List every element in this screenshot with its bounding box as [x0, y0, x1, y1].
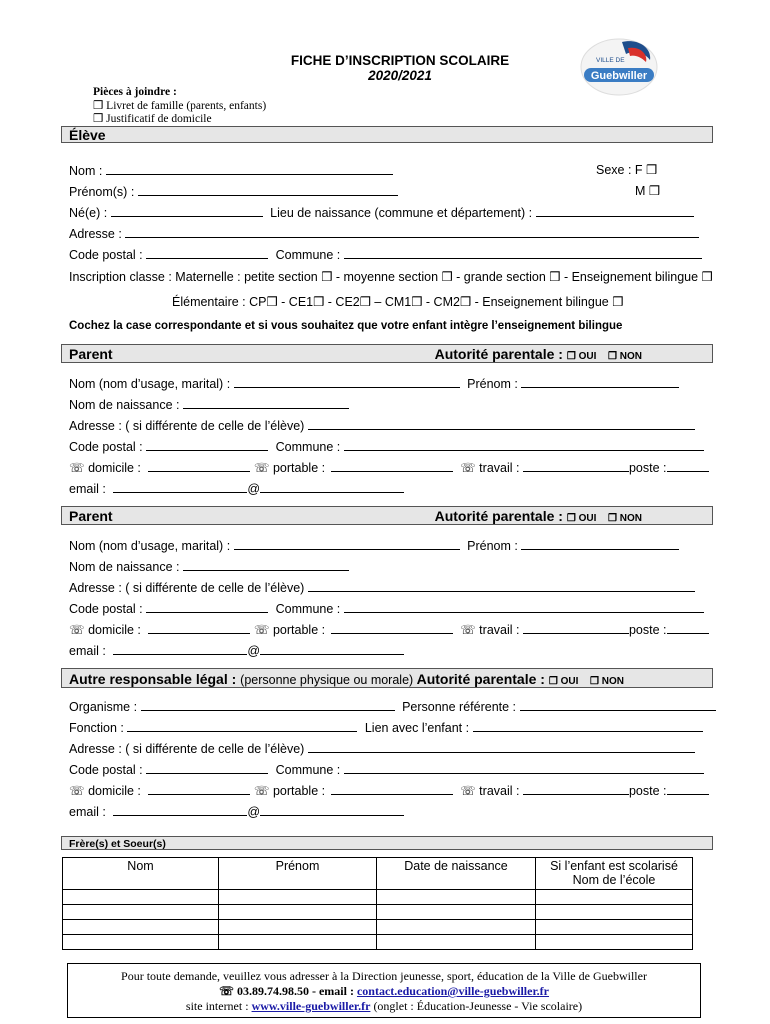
- parent2-cp-row: [69, 600, 704, 617]
- prenom-field[interactable]: [138, 183, 398, 196]
- poste-label: poste :: [628, 461, 667, 475]
- domicile-label: ☏ domicile :: [69, 461, 141, 475]
- organisme-label: Organisme :: [69, 700, 138, 714]
- footer-phone: ☏ 03.89.74.98.50 -: [218, 984, 316, 998]
- poste-label: poste :: [628, 784, 667, 798]
- email-user-field[interactable]: [113, 642, 247, 655]
- col-ecole-line2: Nom de l’école: [572, 873, 656, 887]
- footer-email-label: email :: [318, 984, 354, 998]
- table-cell[interactable]: [219, 890, 377, 905]
- portable-label: ☏ portable :: [253, 784, 326, 798]
- footer-line1: Pour toute demande, veuillez vous adresser à la Direction jeunesse, sport, éducation de la Ville de Guebwiller: [121, 969, 647, 983]
- adresse-label: Adresse : ( si différente de celle de l’élève): [69, 419, 305, 433]
- travail-label: ☏ travail :: [460, 784, 520, 798]
- eleve-adresse-row: [69, 225, 699, 242]
- parent1-section-header: [61, 344, 713, 363]
- commune-field[interactable]: [344, 438, 704, 451]
- cp-field[interactable]: [146, 438, 268, 451]
- cp-label: Code postal :: [69, 440, 143, 454]
- cp-field[interactable]: [146, 246, 268, 259]
- table-row[interactable]: [63, 935, 693, 950]
- cp-label: Code postal :: [69, 248, 143, 262]
- parent1-autorite: [435, 345, 642, 366]
- travail-label: ☏ travail :: [460, 623, 520, 637]
- email-user-field[interactable]: [113, 803, 247, 816]
- autorite-oui[interactable]: ❒ OUI: [566, 351, 597, 362]
- parent1-adresse-row: [69, 417, 695, 434]
- inscription-classe[interactable]: Inscription classe : Maternelle : petite section ❒ - moyenne section ❒ - grande section ❒ - Enseignement bilingue ❒: [69, 270, 713, 284]
- table-cell[interactable]: [219, 935, 377, 950]
- commune-label: Commune :: [275, 440, 341, 454]
- nom-field[interactable]: [234, 537, 460, 550]
- parent2-email-row: [69, 642, 404, 659]
- piece-item[interactable]: ❒ Justificatif de domicile: [93, 113, 212, 125]
- freres-table: [62, 857, 693, 950]
- referente-label: Personne référente :: [402, 700, 517, 714]
- email-domain-field[interactable]: [260, 642, 404, 655]
- parent1-tel-row: [69, 459, 709, 476]
- adresse-label: Adresse : ( si différente de celle de l’élève): [69, 742, 305, 756]
- footer-contact-box: [67, 963, 701, 1018]
- naissance-label: Nom de naissance :: [69, 560, 180, 574]
- domicile-field[interactable]: [148, 621, 250, 634]
- table-cell[interactable]: [63, 935, 219, 950]
- col-prenom: Prénom: [219, 858, 377, 890]
- lieu-label: Lieu de naissance (commune et département) :: [270, 206, 533, 220]
- commune-field[interactable]: [344, 761, 704, 774]
- footer-email-link[interactable]: contact.education@ville-guebwiller.fr: [356, 984, 550, 998]
- travail-field[interactable]: [523, 621, 629, 634]
- domicile-label: ☏ domicile :: [69, 623, 141, 637]
- autorite-label: Autorité parentale :: [416, 671, 545, 687]
- email-domain-field[interactable]: [260, 480, 404, 493]
- autre-email-row: [69, 803, 404, 820]
- page-title: FICHE D’INSCRIPTION SCOLAIRE: [290, 53, 510, 68]
- col-date-naissance: Date de naissance: [377, 858, 536, 890]
- autre-fonction-row: [69, 719, 703, 736]
- commune-field[interactable]: [344, 246, 702, 259]
- poste-field[interactable]: [667, 782, 709, 795]
- cp-field[interactable]: [146, 600, 268, 613]
- parent1-nom-row: [69, 375, 679, 392]
- nom-label: Nom (nom d’usage, marital) :: [69, 539, 231, 553]
- email-label: email :: [69, 482, 106, 496]
- freres-title: Frère(s) et Soeur(s): [69, 838, 166, 850]
- col-ecole-line1: Si l’enfant est scolarisé: [550, 859, 678, 873]
- eleve-prenom-row: [69, 183, 398, 200]
- autre-tel-row: [69, 782, 709, 799]
- table-cell[interactable]: [63, 920, 219, 935]
- pieces-heading: Pièces à joindre :: [93, 86, 177, 98]
- parent1-naissance-row: [69, 396, 349, 413]
- autorite-oui[interactable]: ❒ OUI: [548, 676, 579, 687]
- autre-section-header: [61, 668, 713, 688]
- table-cell[interactable]: [377, 935, 536, 950]
- table-cell[interactable]: [377, 890, 536, 905]
- commune-label: Commune :: [275, 763, 341, 777]
- adresse-label: Adresse : ( si différente de celle de l’élève): [69, 581, 305, 595]
- travail-label: ☏ travail :: [460, 461, 520, 475]
- table-cell[interactable]: [219, 905, 377, 920]
- organisme-field[interactable]: [141, 698, 395, 711]
- footer-line3: [68, 999, 700, 1014]
- table-row[interactable]: [63, 890, 693, 905]
- adresse-label: Adresse :: [69, 227, 122, 241]
- lien-field[interactable]: [473, 719, 703, 732]
- domicile-field[interactable]: [148, 782, 250, 795]
- parent1-title: Parent: [69, 346, 113, 362]
- table-cell[interactable]: [536, 920, 693, 935]
- autre-title: Autre responsable légal :: [69, 671, 237, 687]
- freres-section-header: [61, 836, 713, 850]
- commune-field[interactable]: [344, 600, 704, 613]
- nom-label: Nom :: [69, 164, 103, 178]
- email-label: email :: [69, 805, 106, 819]
- table-cell[interactable]: [536, 935, 693, 950]
- eleve-nom-row: [69, 162, 393, 179]
- prenom-label: Prénom(s) :: [69, 185, 135, 199]
- autre-adresse-row: [69, 740, 695, 757]
- cp-field[interactable]: [146, 761, 268, 774]
- email-user-field[interactable]: [113, 480, 247, 493]
- poste-field[interactable]: [667, 621, 709, 634]
- adresse-field[interactable]: [308, 579, 695, 592]
- portable-field[interactable]: [331, 459, 453, 472]
- domicile-label: ☏ domicile :: [69, 784, 141, 798]
- naissance-label: Nom de naissance :: [69, 398, 180, 412]
- referente-field[interactable]: [520, 698, 716, 711]
- prenom-label: Prénom :: [467, 539, 518, 553]
- portable-label: ☏ portable :: [253, 461, 326, 475]
- piece-item[interactable]: ❒ Livret de famille (parents, enfants): [93, 99, 267, 112]
- sexe-f[interactable]: Sexe : F ❒: [596, 163, 658, 177]
- adresse-field[interactable]: [308, 740, 695, 753]
- col-nom: Nom: [63, 858, 219, 890]
- autre-organisme-row: [69, 698, 716, 715]
- at-sign: @: [247, 482, 261, 496]
- footer-line2: [68, 984, 700, 999]
- portable-field[interactable]: [331, 782, 453, 795]
- elementaire-classe[interactable]: Élémentaire : CP❒ - CE1❒ - CE2❒ – CM1❒ - CM2❒ - Enseignement bilingue ❒: [172, 295, 624, 309]
- eleve-naissance-row: [69, 204, 694, 221]
- at-sign: @: [247, 805, 261, 819]
- table-row[interactable]: [63, 905, 693, 920]
- fonction-label: Fonction :: [69, 721, 124, 735]
- parent2-tel-row: [69, 621, 709, 638]
- cp-label: Code postal :: [69, 763, 143, 777]
- lien-label: Lien avec l’enfant :: [364, 721, 470, 735]
- nom-field[interactable]: [234, 375, 460, 388]
- poste-label: poste :: [628, 623, 667, 637]
- domicile-field[interactable]: [148, 459, 250, 472]
- commune-label: Commune :: [275, 248, 341, 262]
- parent2-nom-row: [69, 537, 679, 554]
- sexe-m[interactable]: M ❒: [635, 184, 661, 198]
- autorite-label: Autorité parentale :: [434, 346, 563, 362]
- travail-field[interactable]: [523, 459, 629, 472]
- poste-field[interactable]: [667, 459, 709, 472]
- table-cell[interactable]: [536, 905, 693, 920]
- email-label: email :: [69, 644, 106, 658]
- col-ecole: [536, 858, 693, 890]
- commune-label: Commune :: [275, 602, 341, 616]
- footer-site-label: site internet :: [185, 999, 249, 1013]
- prenom-label: Prénom :: [467, 377, 518, 391]
- autorite-oui[interactable]: ❒ OUI: [566, 513, 597, 524]
- adresse-field[interactable]: [125, 225, 699, 238]
- table-cell[interactable]: [63, 905, 219, 920]
- at-sign: @: [247, 644, 261, 658]
- prenom-field[interactable]: [521, 375, 679, 388]
- autorite-non[interactable]: ❒ NON: [608, 351, 642, 362]
- autre-cp-row: [69, 761, 704, 778]
- footer-site-note: (onglet : Éducation-Jeunesse - Vie scolaire): [373, 999, 583, 1013]
- cp-label: Code postal :: [69, 602, 143, 616]
- eleve-section-header: [61, 126, 713, 143]
- table-cell[interactable]: [377, 905, 536, 920]
- school-year: 2020/2021: [368, 68, 432, 83]
- lieu-field[interactable]: [536, 204, 694, 217]
- naissance-field[interactable]: [183, 558, 349, 571]
- logo-name-text: Guebwiller: [590, 70, 648, 82]
- table-cell[interactable]: [219, 920, 377, 935]
- parent1-cp-row: [69, 438, 704, 455]
- parent2-title: Parent: [69, 508, 113, 524]
- parent2-autorite: [435, 507, 642, 528]
- table-header-row: [63, 858, 693, 890]
- nom-field[interactable]: [106, 162, 393, 175]
- footer-site-link[interactable]: www.ville-guebwiller.fr: [251, 999, 371, 1013]
- pieces-a-joindre: [93, 86, 266, 127]
- table-cell[interactable]: [377, 920, 536, 935]
- travail-field[interactable]: [523, 782, 629, 795]
- table-cell[interactable]: [63, 890, 219, 905]
- table-cell[interactable]: [536, 890, 693, 905]
- autorite-non[interactable]: ❒ NON: [608, 513, 642, 524]
- autre-autorite: [417, 671, 624, 687]
- portable-label: ☏ portable :: [253, 623, 326, 637]
- autre-subtitle: (personne physique ou morale): [240, 673, 414, 687]
- parent2-naissance-row: [69, 558, 349, 575]
- email-domain-field[interactable]: [260, 803, 404, 816]
- parent1-email-row: [69, 480, 404, 497]
- bilingue-note: Cochez la case correspondante et si vous souhaitez que votre enfant intègre l’enseignement bilingue: [69, 320, 623, 332]
- date-naissance-field[interactable]: [111, 204, 263, 217]
- guebwiller-logo: [578, 34, 660, 96]
- parent2-adresse-row: [69, 579, 695, 596]
- autorite-label: Autorité parentale :: [434, 508, 563, 524]
- autorite-non[interactable]: ❒ NON: [590, 676, 624, 687]
- prenom-field[interactable]: [521, 537, 679, 550]
- portable-field[interactable]: [331, 621, 453, 634]
- eleve-title: Élève: [69, 127, 106, 143]
- fonction-field[interactable]: [127, 719, 357, 732]
- nom-label: Nom (nom d’usage, marital) :: [69, 377, 231, 391]
- logo-top-text: VILLE DE: [596, 57, 625, 64]
- parent2-section-header: [61, 506, 713, 525]
- naissance-field[interactable]: [183, 396, 349, 409]
- eleve-cp-row: [69, 246, 702, 263]
- table-row[interactable]: [63, 920, 693, 935]
- adresse-field[interactable]: [308, 417, 695, 430]
- ne-label: Né(e) :: [69, 206, 108, 220]
